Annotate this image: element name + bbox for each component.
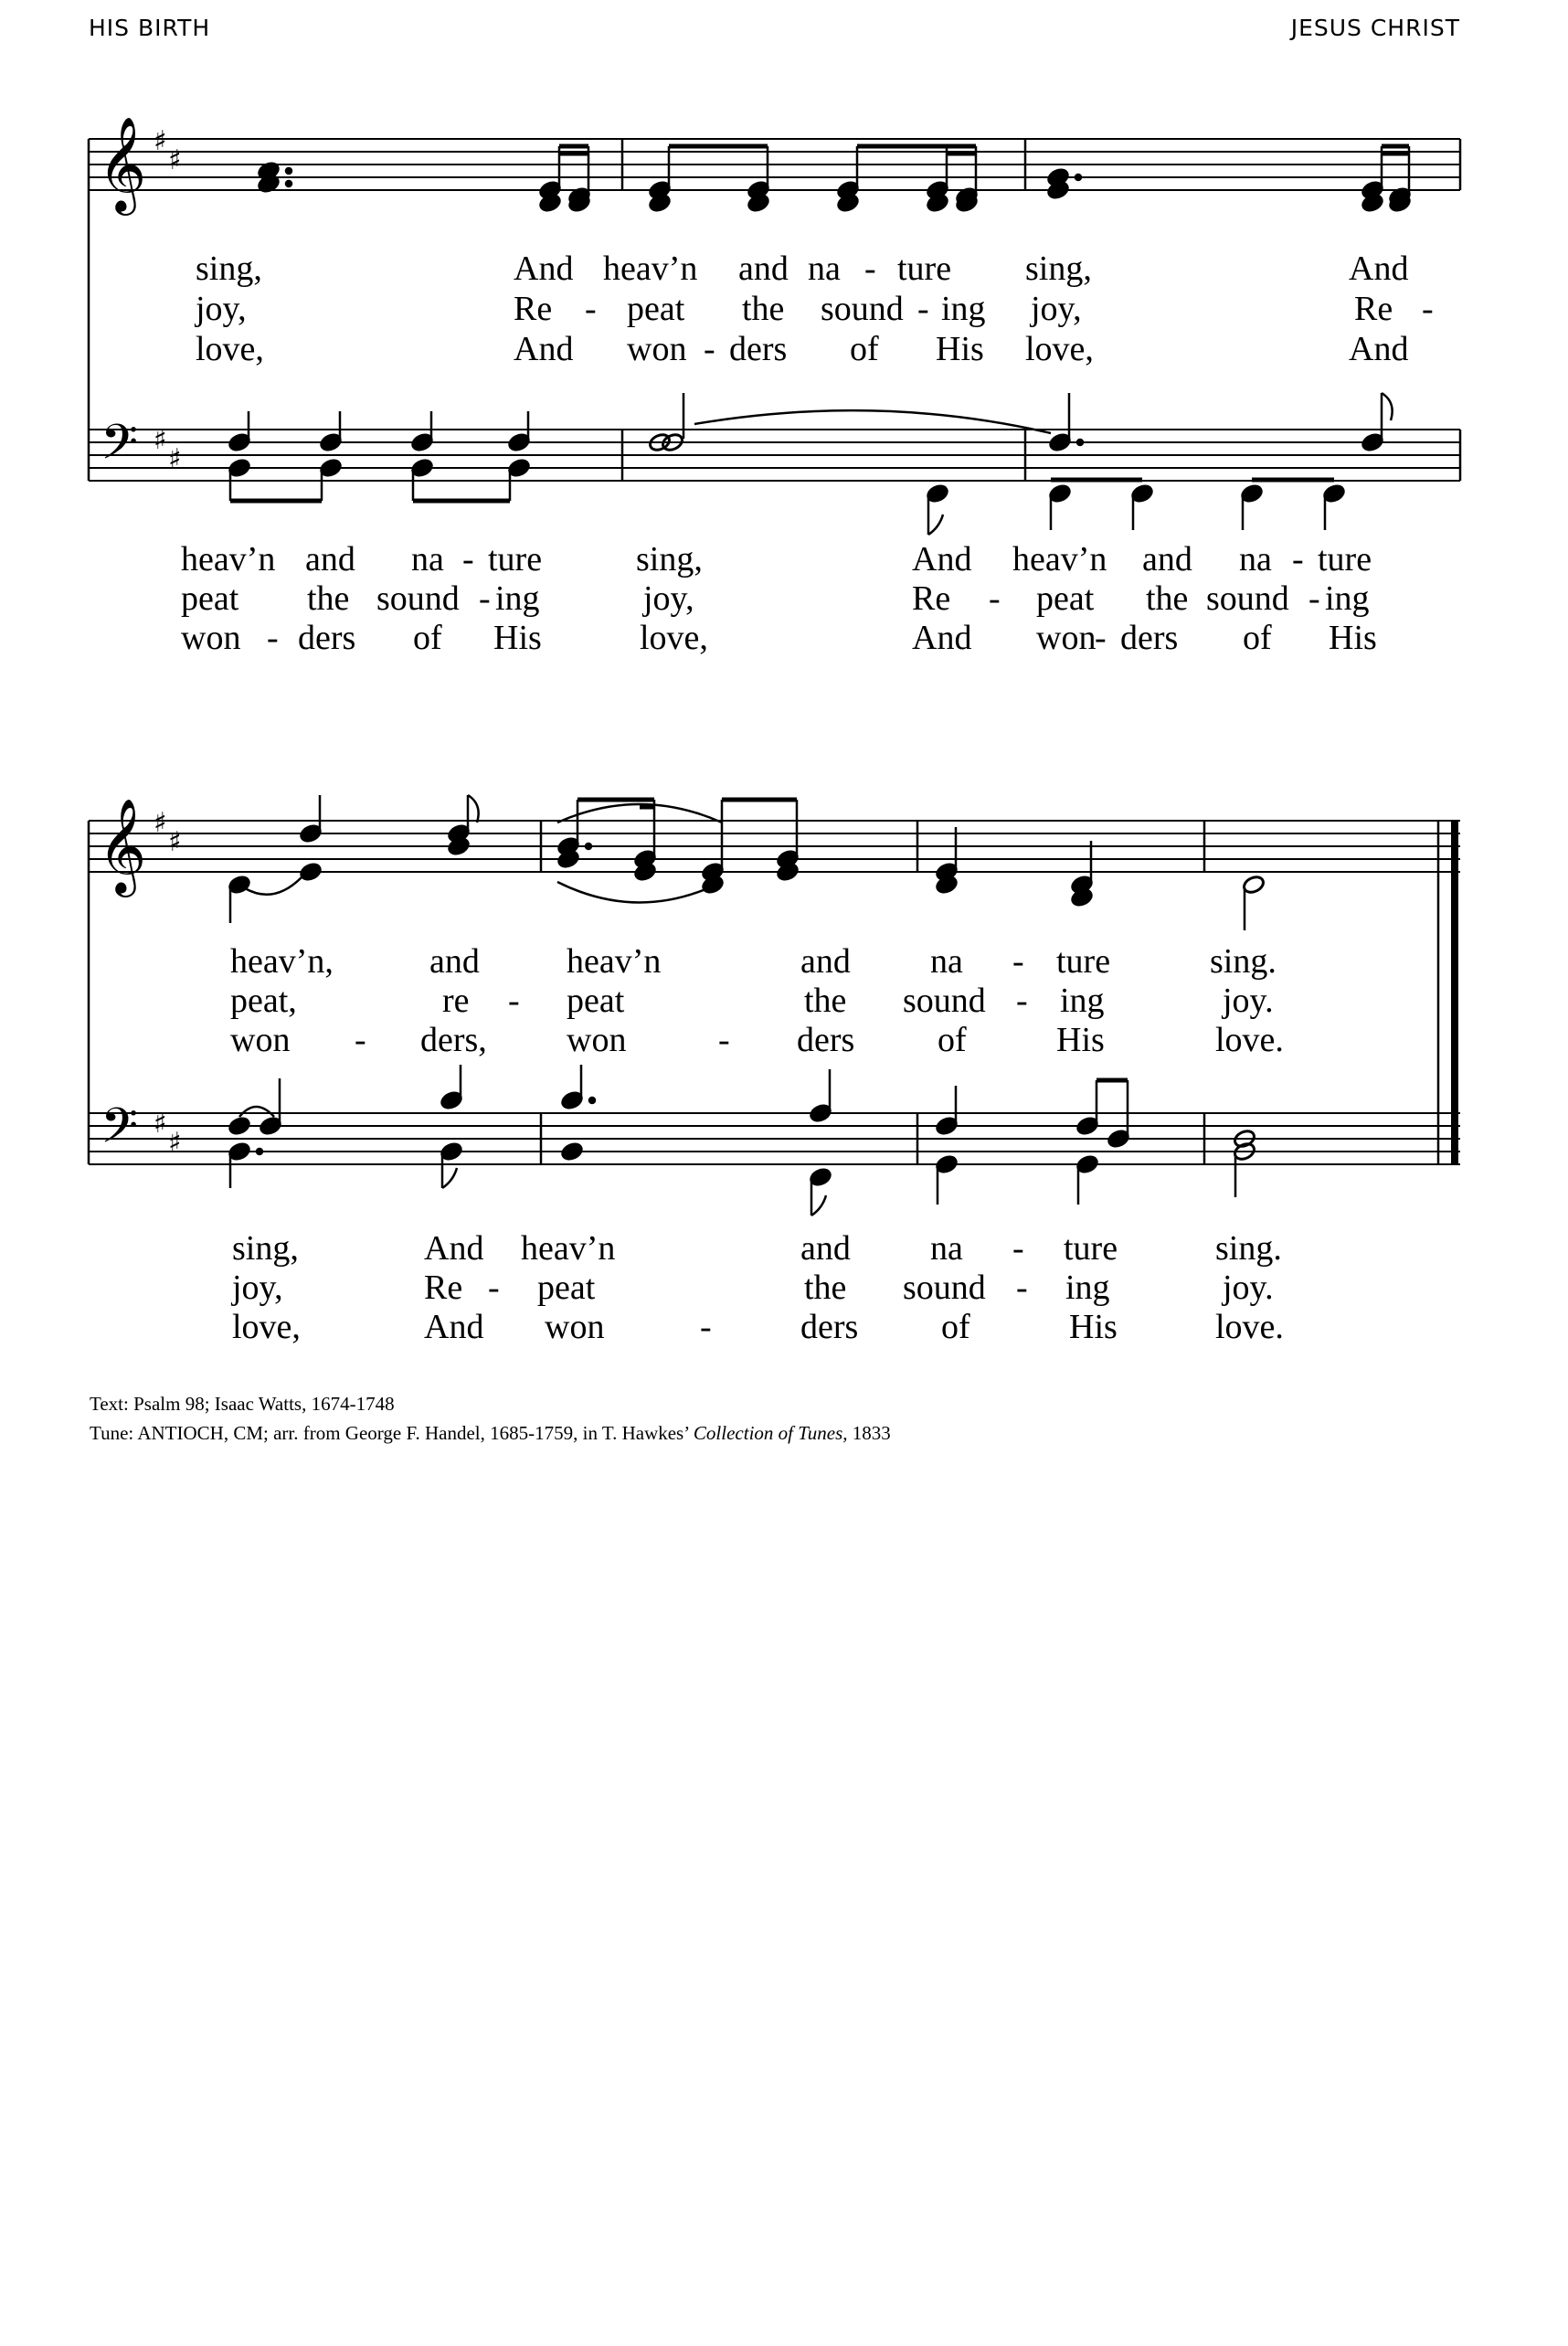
lyric-syllable: sing. — [1215, 1229, 1282, 1268]
lyric-syllable: ders — [1120, 619, 1179, 657]
lyric-syllable: sing, — [1025, 249, 1092, 288]
key-signature-treble-icon — [154, 125, 182, 176]
topic-heading: JESUS CHRIST — [1290, 15, 1460, 41]
lyric-syllable: sound — [903, 1269, 986, 1307]
treble-clef-icon: 𝄞 — [98, 798, 147, 894]
lyric-syllable: ders, — [420, 1021, 487, 1059]
system-2 — [89, 795, 1460, 1346]
lyric-syllable: of — [1243, 619, 1272, 657]
tune-collection-title: Collection of Tunes, — [693, 1422, 848, 1444]
lyric-syllable: the — [742, 290, 785, 328]
lyric-syllable: Re — [424, 1269, 463, 1307]
lyric-syllable: and — [1142, 540, 1192, 579]
svg-text:♯: ♯ — [168, 144, 182, 176]
lyric-syllable: ing — [495, 579, 540, 618]
lyric-syllable: ders — [800, 1308, 859, 1346]
lyric-syllable: joy. — [1223, 982, 1274, 1020]
lyric-syllable: heav’n — [603, 249, 698, 288]
lyric-syllable: won — [567, 1021, 627, 1059]
lyric-syllable: re — [442, 982, 470, 1020]
lyric-syllable: the — [307, 579, 350, 618]
bass-clef-icon: 𝄢 — [101, 1099, 139, 1166]
lyric-syllable: - — [479, 579, 491, 618]
lyric-syllable: sound — [821, 290, 904, 328]
lyric-syllable: sing, — [196, 249, 262, 288]
lyric-syllable: ders — [298, 619, 356, 657]
lyric-syllable: love, — [232, 1308, 301, 1346]
lyric-syllable: - — [718, 1021, 730, 1059]
lyric-syllable: sound — [376, 579, 460, 618]
lyric-syllable: And — [1349, 249, 1409, 288]
lyrics-upper-2 — [230, 942, 1284, 1059]
bass-notes-2 — [228, 1065, 1256, 1215]
svg-text:♯: ♯ — [154, 807, 167, 839]
svg-text:♯: ♯ — [168, 443, 182, 475]
svg-text:♯: ♯ — [154, 424, 167, 456]
lyric-syllable: love, — [1025, 330, 1094, 368]
lyric-syllable: na — [1239, 540, 1272, 579]
lyric-syllable: na — [930, 942, 963, 981]
lyric-syllable: - — [355, 1021, 366, 1059]
lyric-syllable: peat — [1036, 579, 1095, 618]
lyric-syllable: Re — [912, 579, 951, 618]
lyric-syllable: and — [305, 540, 355, 579]
lyrics-upper-1 — [194, 249, 1434, 368]
lyric-syllable: peat — [181, 579, 239, 618]
lyric-syllable: His — [1329, 619, 1377, 657]
lyric-syllable: heav’n — [521, 1229, 616, 1268]
lyric-syllable: - — [700, 1308, 712, 1346]
lyric-syllable: ture — [488, 540, 543, 579]
lyric-syllable: love, — [640, 619, 708, 657]
system-1 — [89, 116, 1460, 657]
lyric-syllable: and — [429, 942, 480, 981]
svg-text:♯: ♯ — [168, 826, 182, 858]
lyric-syllable: peat — [567, 982, 625, 1020]
treble-clef-icon: 𝄞 — [98, 116, 147, 212]
svg-text:♯: ♯ — [154, 1108, 167, 1140]
lyric-syllable: of — [938, 1021, 967, 1059]
lyric-syllable: of — [413, 619, 442, 657]
lyric-syllable: and — [738, 249, 789, 288]
lyric-syllable: love. — [1215, 1308, 1284, 1346]
lyric-syllable: And — [514, 249, 574, 288]
lyric-syllable: heav’n — [1012, 540, 1107, 579]
lyric-syllable: ders — [797, 1021, 855, 1059]
lyric-syllable: sing, — [232, 1229, 299, 1268]
section-heading: HIS BIRTH — [89, 15, 211, 41]
lyric-syllable: - — [1012, 942, 1024, 981]
key-signature-treble-icon — [154, 807, 182, 858]
lyric-syllable: ders — [729, 330, 788, 368]
lyric-syllable: joy, — [643, 579, 694, 618]
lyric-syllable: and — [800, 1229, 851, 1268]
treble-staff-1 — [89, 139, 1460, 190]
lyric-syllable: - — [704, 330, 715, 368]
lyric-syllable: the — [804, 1269, 847, 1307]
lyric-syllable: love, — [196, 330, 264, 368]
lyric-syllable: joy, — [232, 1269, 283, 1307]
svg-text:♯: ♯ — [154, 125, 167, 157]
lyric-syllable: na — [808, 249, 841, 288]
lyric-syllable: ing — [941, 290, 986, 328]
lyric-syllable: And — [912, 540, 972, 579]
lyric-syllable: sound — [903, 982, 986, 1020]
treble-notes-2 — [228, 795, 1266, 930]
lyric-syllable: Re — [1354, 290, 1393, 328]
bass-clef-icon: 𝄢 — [101, 415, 139, 483]
lyric-syllable: - — [508, 982, 520, 1020]
lyric-syllable: peat — [627, 290, 685, 328]
lyric-syllable: ture — [1064, 1229, 1118, 1268]
lyric-syllable: And — [912, 619, 972, 657]
lyric-syllable: - — [1422, 290, 1434, 328]
text-credit: Text: Psalm 98; Isaac Watts, 1674-1748 — [90, 1393, 395, 1415]
lyric-syllable: peat — [537, 1269, 596, 1307]
lyrics-lower-2 — [230, 1229, 1284, 1346]
lyric-syllable: won — [230, 1021, 291, 1059]
lyric-syllable: His — [493, 619, 542, 657]
lyric-syllable: - — [462, 540, 474, 579]
lyric-syllable: peat, — [230, 982, 297, 1020]
lyric-syllable: - — [267, 619, 279, 657]
lyric-syllable: - — [1016, 1269, 1028, 1307]
lyric-syllable: sing. — [1210, 942, 1277, 981]
lyric-syllable: - — [1012, 1229, 1024, 1268]
lyric-syllable: His — [1056, 1021, 1105, 1059]
lyric-syllable: sound — [1206, 579, 1289, 618]
lyric-syllable: - — [1095, 619, 1107, 657]
lyric-syllable: ture — [897, 249, 952, 288]
lyric-syllable: - — [1016, 982, 1028, 1020]
bass-staff-1 — [89, 430, 1460, 481]
lyric-syllable: joy. — [1223, 1269, 1274, 1307]
svg-text:♯: ♯ — [168, 1127, 182, 1159]
lyric-syllable: of — [941, 1308, 970, 1346]
lyric-syllable: - — [1308, 579, 1320, 618]
lyric-syllable: heav’n — [181, 540, 276, 579]
lyric-syllable: love. — [1215, 1021, 1284, 1059]
lyric-syllable: And — [424, 1308, 484, 1346]
lyric-syllable: the — [804, 982, 847, 1020]
lyric-syllable: ing — [1060, 982, 1105, 1020]
lyric-syllable: and — [800, 942, 851, 981]
hymn-credits — [90, 1389, 891, 1448]
lyric-syllable: And — [514, 330, 574, 368]
lyric-syllable: - — [989, 579, 1001, 618]
lyric-syllable: ture — [1318, 540, 1372, 579]
lyric-syllable: - — [864, 249, 876, 288]
tune-credit — [90, 1418, 891, 1448]
lyric-syllable: - — [488, 1269, 500, 1307]
lyric-syllable: And — [424, 1229, 484, 1268]
lyric-syllable: - — [1292, 540, 1304, 579]
bass-notes-1 — [228, 393, 1393, 535]
tune-credit-prefix: Tune: ANTIOCH, CM; arr. from George F. Handel, 1685-1759, in T. Hawkes’ — [90, 1422, 694, 1444]
lyrics-lower-1 — [181, 540, 1377, 657]
lyric-syllable: - — [585, 290, 597, 328]
lyric-syllable: the — [1146, 579, 1189, 618]
lyric-syllable: And — [1349, 330, 1409, 368]
lyric-syllable: joy, — [196, 290, 247, 328]
lyric-syllable: - — [917, 290, 929, 328]
lyric-syllable: won — [181, 619, 241, 657]
treble-notes-1 — [257, 146, 1412, 213]
lyric-syllable: won — [627, 330, 687, 368]
lyric-syllable: ing — [1065, 1269, 1110, 1307]
lyric-syllable: won — [545, 1308, 605, 1346]
lyric-syllable: na — [930, 1229, 963, 1268]
lyric-syllable: Re — [514, 290, 553, 328]
lyric-syllable: heav’n — [567, 942, 662, 981]
lyric-syllable: ture — [1056, 942, 1111, 981]
lyric-syllable: na — [411, 540, 444, 579]
lyric-syllable: sing, — [636, 540, 703, 579]
lyric-syllable: ing — [1325, 579, 1370, 618]
treble-staff-2 — [89, 821, 1460, 872]
tune-credit-year: 1833 — [847, 1422, 891, 1444]
lyric-syllable: heav’n, — [230, 942, 334, 981]
lyric-syllable: His — [936, 330, 984, 368]
lyric-syllable: joy, — [1031, 290, 1082, 328]
lyric-syllable: won — [1036, 619, 1097, 657]
lyric-syllable: of — [850, 330, 879, 368]
lyric-syllable: His — [1069, 1308, 1118, 1346]
